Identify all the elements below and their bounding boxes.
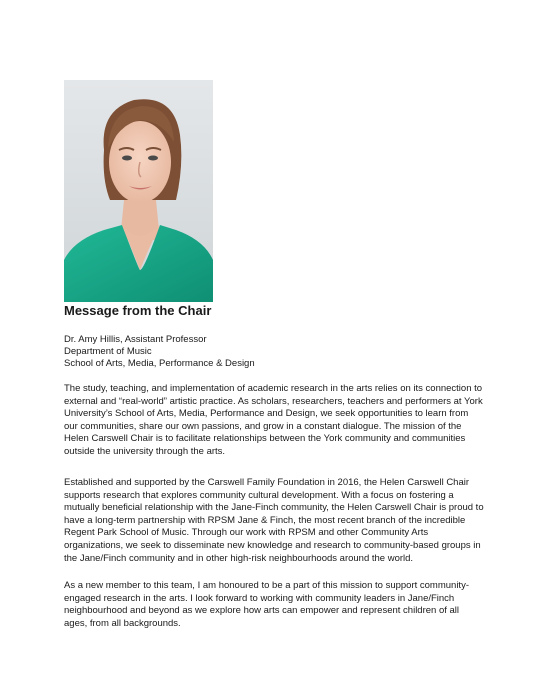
author-school: School of Arts, Media, Performance & Design — [64, 358, 255, 369]
page-title: Message from the Chair — [64, 303, 212, 318]
portrait-photo — [64, 80, 213, 302]
left-eye — [122, 156, 132, 161]
paragraph-3: As a new member to this team, I am honoured to be a part of this mission to support community-engaged research in the arts. I look forward to working with community leaders in Jane/Finch neighbourhood and beyond as we explore how arts can empower and represent children of all ages, from all backgrounds. — [64, 580, 469, 629]
author-department: Department of Music — [64, 346, 152, 357]
author-block — [64, 334, 255, 370]
author-name: Dr. Amy Hillis, Assistant Professor — [64, 334, 207, 345]
right-eye — [148, 156, 158, 161]
paragraph-2: Established and supported by the Carswell Family Foundation in 2016, the Helen Carswell Chair supports research that explores community cultural development. With a focus on fostering a mutually beneficial relationship with the Jane-Finch community, the Helen Carswell Chair is proud to have a long-term partnership with RPSM Jane & Finch, the most recent branch of the incredible Regent Park School of Music. Through our work with RPSM and other Community Arts organizations, we seek to disseminate new knowledge and research to community-based groups in the Jane/Finch community and in other high-risk neighbourhoods around the world. — [64, 477, 484, 564]
paragraph-1: The study, teaching, and implementation of academic research in the arts relies on its connection to external and “real-world” artistic practice. As scholars, researchers, teachers and performers at York University’s School of Arts, Media, Performance and Design, we seek opportunities to learn from our communities, share our own passions, and grow in a constant dialogue. The mission of the Helen Carswell Chair is to facilitate relationships between the York community and communities outside the university through the arts. — [64, 383, 483, 457]
